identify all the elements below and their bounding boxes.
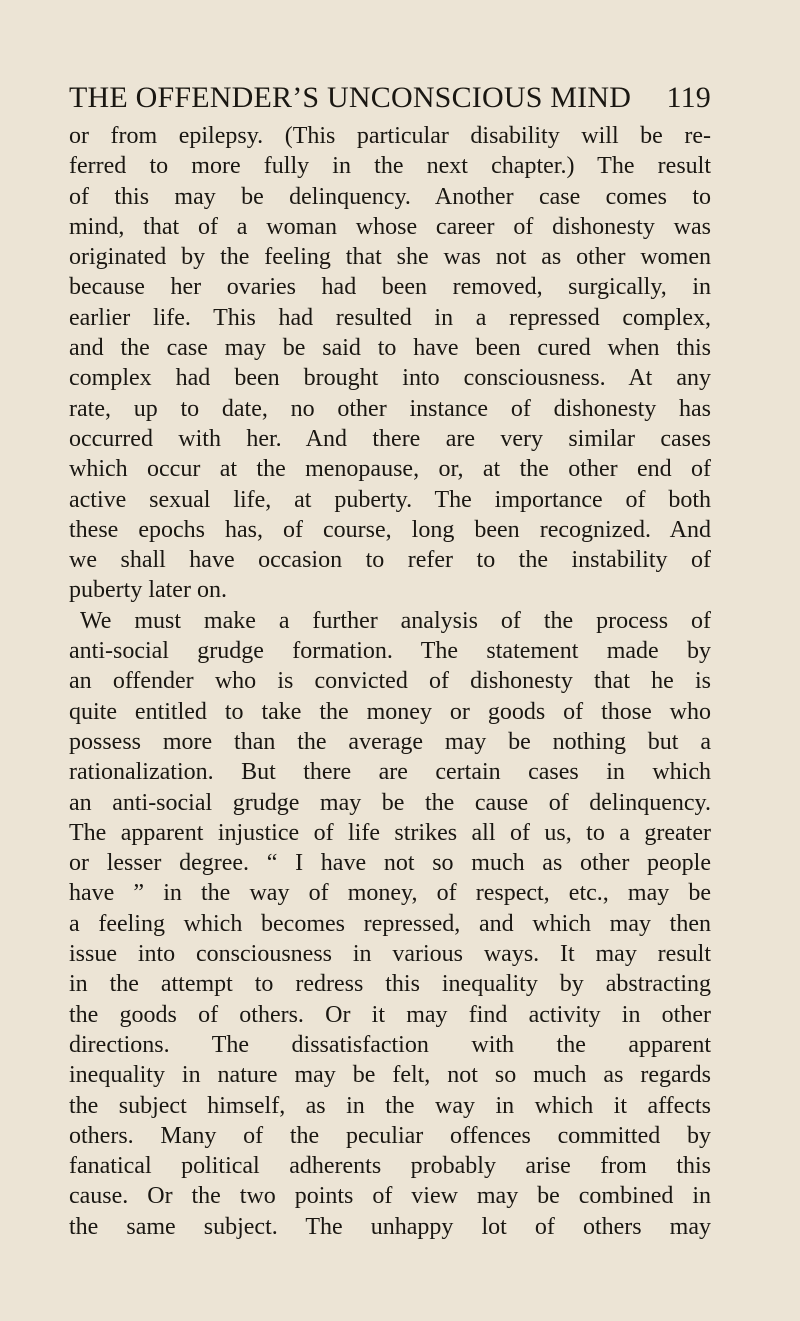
text-line: directions. The dissatisfaction with the apparent: [69, 1031, 711, 1058]
text-line: fanatical political adherents probably arise from this: [69, 1153, 711, 1180]
text-line: rationalization. But there are certain cases in which: [69, 759, 711, 786]
text-line: in the attempt to redress this inequality by abstracting: [69, 971, 711, 998]
text-line: ferred to more fully in the next chapter.) The result: [69, 153, 711, 180]
text-line: occurred with her. And there are very similar cases: [69, 425, 711, 452]
text-line: active sexual life, at puberty. The importance of both: [69, 486, 711, 513]
text-line: which occur at the menopause, or, at the other end of: [69, 456, 711, 483]
text-line: inequality in nature may be felt, not so much as regards: [69, 1062, 711, 1089]
text-line: an offender who is convicted of dishonesty that he is: [69, 668, 711, 695]
text-line: we shall have occasion to refer to the instability of: [69, 547, 711, 574]
body-text: [69, 121, 711, 1242]
running-head: [69, 78, 711, 118]
text-line: because her ovaries had been removed, surgically, in: [69, 274, 711, 301]
text-line: the same subject. The unhappy lot of others may: [69, 1213, 711, 1240]
text-line: anti-social grudge formation. The statement made by: [69, 638, 711, 665]
text-line: or lesser degree. “ I have not so much as other people: [69, 850, 711, 877]
text-line: or from epilepsy. (This particular disability will be re-: [69, 123, 711, 149]
text-line: rate, up to date, no other instance of dishonesty has: [69, 395, 711, 422]
text-line: quite entitled to take the money or goods of those who: [69, 698, 711, 725]
text-line: originated by the feeling that she was not as other women: [69, 244, 711, 271]
text-line: others. Many of the peculiar offences committed by: [69, 1122, 711, 1149]
text-line: a feeling which becomes repressed, and which may then: [69, 910, 711, 937]
text-line: cause. Or the two points of view may be combined in: [69, 1183, 711, 1210]
text-line: possess more than the average may be nothing but a: [69, 728, 711, 755]
text-line: earlier life. This had resulted in a repressed complex,: [69, 304, 711, 331]
text-line: an anti-social grudge may be the cause of delinquency.: [69, 789, 711, 816]
text-line: the goods of others. Or it may find activity in other: [69, 1001, 711, 1028]
paragraph-start-line: We must make a further analysis of the process of: [80, 607, 711, 634]
text-line: have ” in the way of money, of respect, etc., may be: [69, 880, 711, 907]
text-line: of this may be delinquency. Another case comes to: [69, 183, 711, 210]
running-title: THE OFFENDER’S UNCONSCIOUS MIND: [69, 81, 632, 114]
paragraph-end-line: puberty later on.: [69, 577, 227, 604]
text-line: The apparent injustice of life strikes all of us, to a greater: [69, 819, 711, 846]
page-number: 119: [666, 81, 711, 114]
text-line: issue into consciousness in various ways. It may result: [69, 941, 711, 968]
text-line: and the case may be said to have been cured when this: [69, 335, 711, 362]
text-line: these epochs has, of course, long been recognized. And: [69, 516, 711, 543]
text-line: mind, that of a woman whose career of dishonesty was: [69, 213, 711, 240]
text-line: complex had been brought into consciousness. At any: [69, 365, 711, 392]
text-line: the subject himself, as in the way in which it affects: [69, 1092, 711, 1119]
